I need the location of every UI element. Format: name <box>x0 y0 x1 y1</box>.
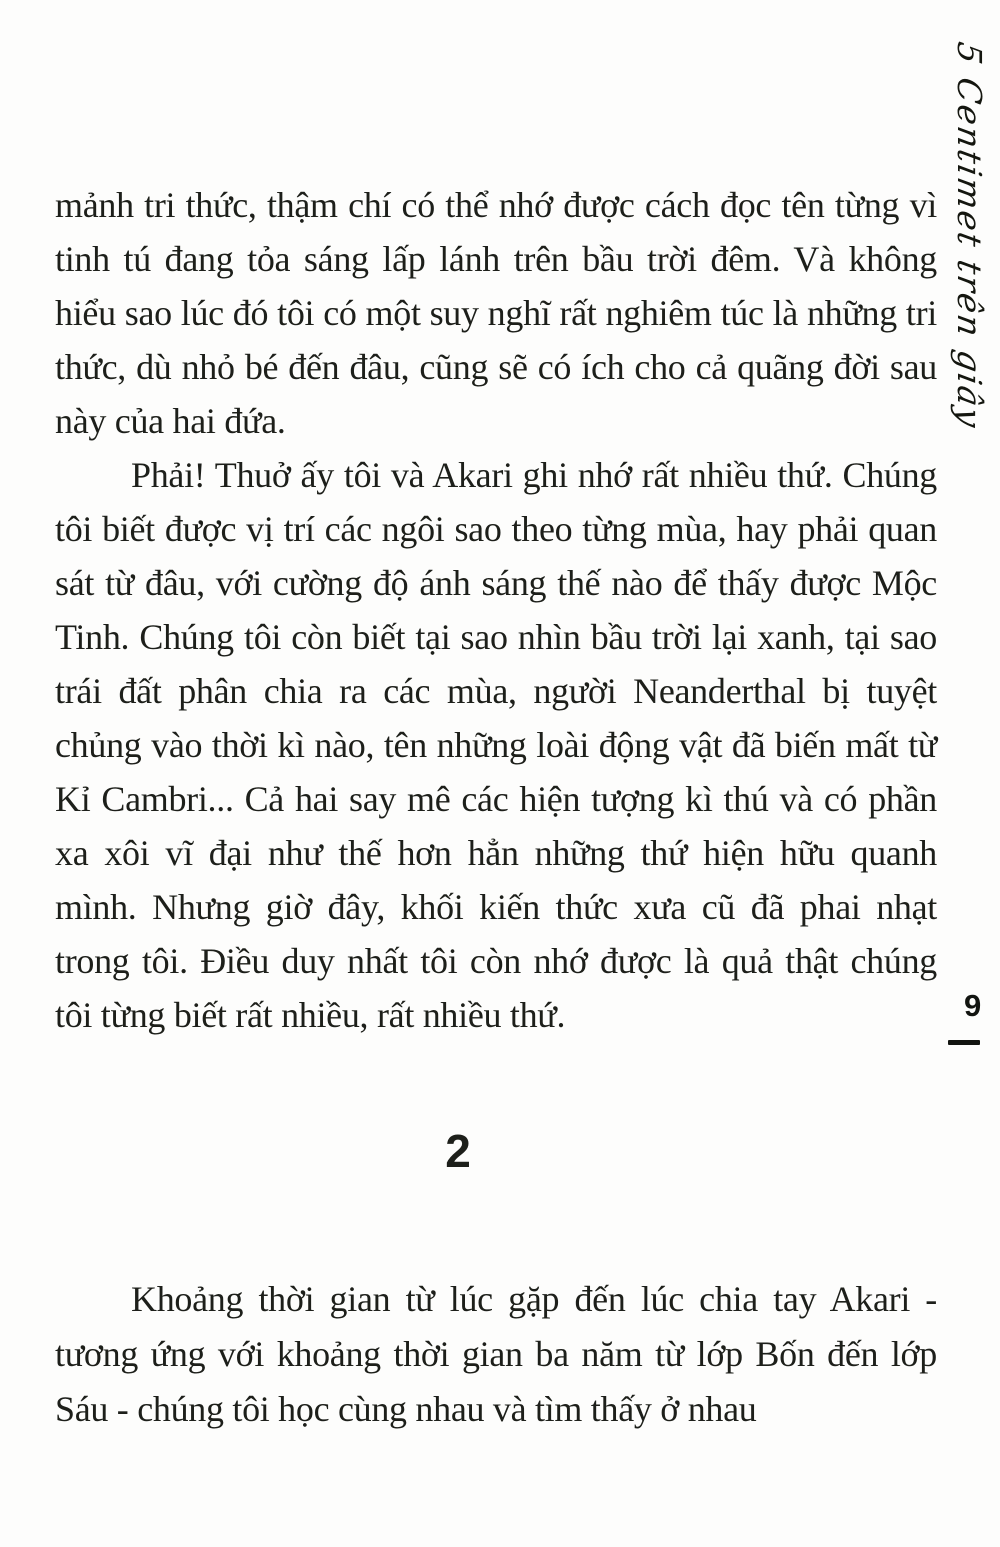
paragraph: Phải! Thuở ấy tôi và Akari ghi nhớ rất nhiều thứ. Chúng tôi biết được vị trí các ngôi sao theo từng mùa, hay phải quan sát từ đâu, với cường độ ánh sáng thế nào để thấy được Mộc Tinh. Chúng tôi còn biết tại sao nhìn bầu trời lại xanh, tại sao trái đất phân chia ra các mùa, người Neanderthal bị tuyệt chủng vào thời kì nào, tên những loài động vật đã biến mất từ Kỉ Cambri... Cả hai say mê các hiện tượng kì thú và có phần xa xôi vĩ đại như thế hơn hẳn những thứ hiện hữu quanh mình. Nhưng giờ đây, khối kiến thức xưa cũ đã phai nhạt trong tôi. Điều duy nhất tôi còn nhớ được là quả thật chúng tôi từng biết rất nhiều, rất nhiều thứ. <box>55 455 937 1035</box>
paragraph-continuation: mảnh tri thức, thậm chí có thể nhớ được cách đọc tên từng vì tinh tú đang tỏa sáng lấp lánh trên bầu trời đêm. Và không hiểu sao lúc đó tôi có một suy nghĩ rất nghiêm túc là những tri thức, dù nhỏ bé đến đâu, cũng sẽ có ích cho cả quãng đời sau này của hai đứa. <box>55 185 937 441</box>
body-text <box>55 178 937 1042</box>
side-title: 5 Centimet trên giây <box>950 39 989 433</box>
body-text-section-2 <box>55 1272 937 1437</box>
section-heading: 2 <box>445 1125 471 1177</box>
page-number-rule <box>948 1040 980 1045</box>
page-number: 9 <box>964 988 982 1023</box>
paragraph: Khoảng thời gian từ lúc gặp đến lúc chia tay Akari - tương ứng với khoảng thời gian ba năm từ lớp Bốn đến lớp Sáu - chúng tôi học cùng nhau và tìm thấy ở nhau <box>55 1279 937 1429</box>
